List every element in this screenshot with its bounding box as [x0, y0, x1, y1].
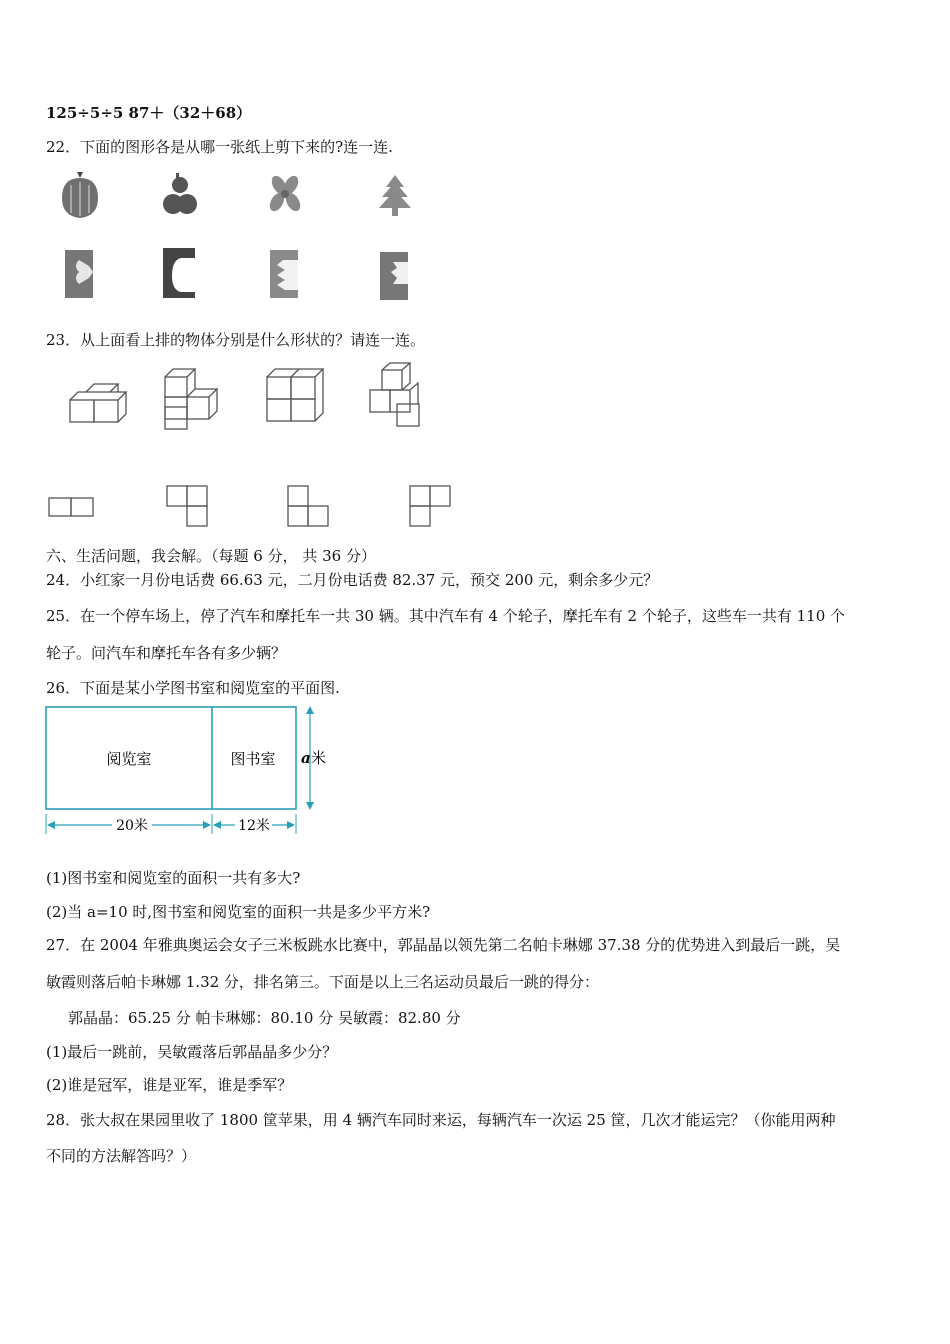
arrow-down-icon	[306, 802, 314, 810]
section-6-heading: 六、生活问题，我会解。（每题 6 分， 共 36 分）	[46, 547, 376, 565]
question-24: 24．小红家一月份电话费 66.63 元，二月份电话费 82.37 元，预交 200 元，剩余多少元？	[46, 571, 659, 589]
arrow-left-icon	[213, 821, 221, 829]
question-26: 26．下面是某小学图书室和阅览室的平面图.	[46, 679, 340, 697]
question-26-part-2: (2)当 a=10 时,图书室和阅览室的面积一共是多少平方米?	[46, 903, 431, 921]
arrow-right-icon	[203, 821, 211, 829]
top-view-2-icon	[167, 486, 207, 526]
reading-room-label: 阅览室	[106, 750, 152, 768]
cube-stack-1-icon	[70, 384, 126, 422]
folded-paper-d-icon	[380, 252, 408, 300]
question-26-part-1: (1)图书室和阅览室的面积一共有多大?	[46, 869, 301, 887]
question-23: 23．从上面看上排的物体分别是什么形状的？请连一连。	[46, 331, 426, 349]
width-library: 12米	[238, 818, 270, 834]
apple-cutout-icon	[62, 172, 98, 218]
question-28-line-1: 28．张大叔在果园里收了 1800 筐苹果，用 4 辆汽车同时来运，每辆汽车一次运 25 筐，几次才能运完？（你能用两种	[46, 1111, 836, 1129]
question-27-line-1: 27．在 2004 年雅典奥运会女子三米板跳水比赛中，郭晶晶以领先第二名帕卡琳娜 37.38 分的优势进入到最后一跳，吴	[46, 936, 841, 954]
question-27-scores: 郭晶晶：65.25 分 帕卡琳娜：80.10 分 吴敏霞：82.80 分	[68, 1009, 461, 1027]
top-view-1-icon	[49, 498, 93, 516]
tree-cutout-icon	[379, 175, 411, 216]
arrow-right-icon	[287, 821, 295, 829]
height-unit: 米	[311, 749, 327, 767]
question-27-part-1: (1)最后一跳前，吴敏霞落后郭晶晶多少分？	[46, 1043, 338, 1061]
question-27-part-2: (2)谁是冠军，谁是亚军，谁是季军？	[46, 1076, 293, 1094]
paper-cutout-figures	[55, 170, 435, 305]
arrow-up-icon	[306, 706, 314, 714]
cube-stack-figures	[45, 362, 465, 532]
folded-paper-c-icon	[270, 250, 298, 298]
question-27-line-2: 敏霞则落后帕卡琳娜 1.32 分，排名第三。下面是以上三名运动员最后一跳的得分：	[46, 973, 599, 991]
arithmetic-line: 125÷5÷5 87＋（32＋68）	[46, 104, 252, 122]
library-label: 图书室	[230, 750, 276, 768]
cube-stack-4-icon	[370, 363, 419, 426]
cube-stack-2-icon	[165, 369, 217, 429]
gourd-cutout-icon	[163, 173, 197, 214]
flower-cutout-icon	[267, 173, 303, 213]
folded-paper-b-icon	[163, 248, 195, 298]
floor-plan	[40, 700, 340, 845]
question-25-line-1: 25．在一个停车场上，停了汽车和摩托车一共 30 辆。其中汽车有 4 个轮子，摩托车有 2 个轮子，这些车一共有 110 个	[46, 607, 846, 625]
arrow-left-icon	[47, 821, 55, 829]
height-variable: a	[301, 749, 311, 767]
width-reading-room: 20米	[116, 818, 148, 834]
question-22: 22．下面的图形各是从哪一张纸上剪下来的?连一连.	[46, 138, 393, 156]
top-view-3-icon	[288, 486, 328, 526]
folded-paper-a-icon	[65, 250, 93, 298]
question-25-line-2: 轮子。问汽车和摩托车各有多少辆？	[46, 644, 287, 662]
cube-stack-3-icon	[267, 369, 323, 421]
question-28-line-2: 不同的方法解答吗？）	[46, 1147, 197, 1165]
top-view-4-icon	[410, 486, 450, 526]
